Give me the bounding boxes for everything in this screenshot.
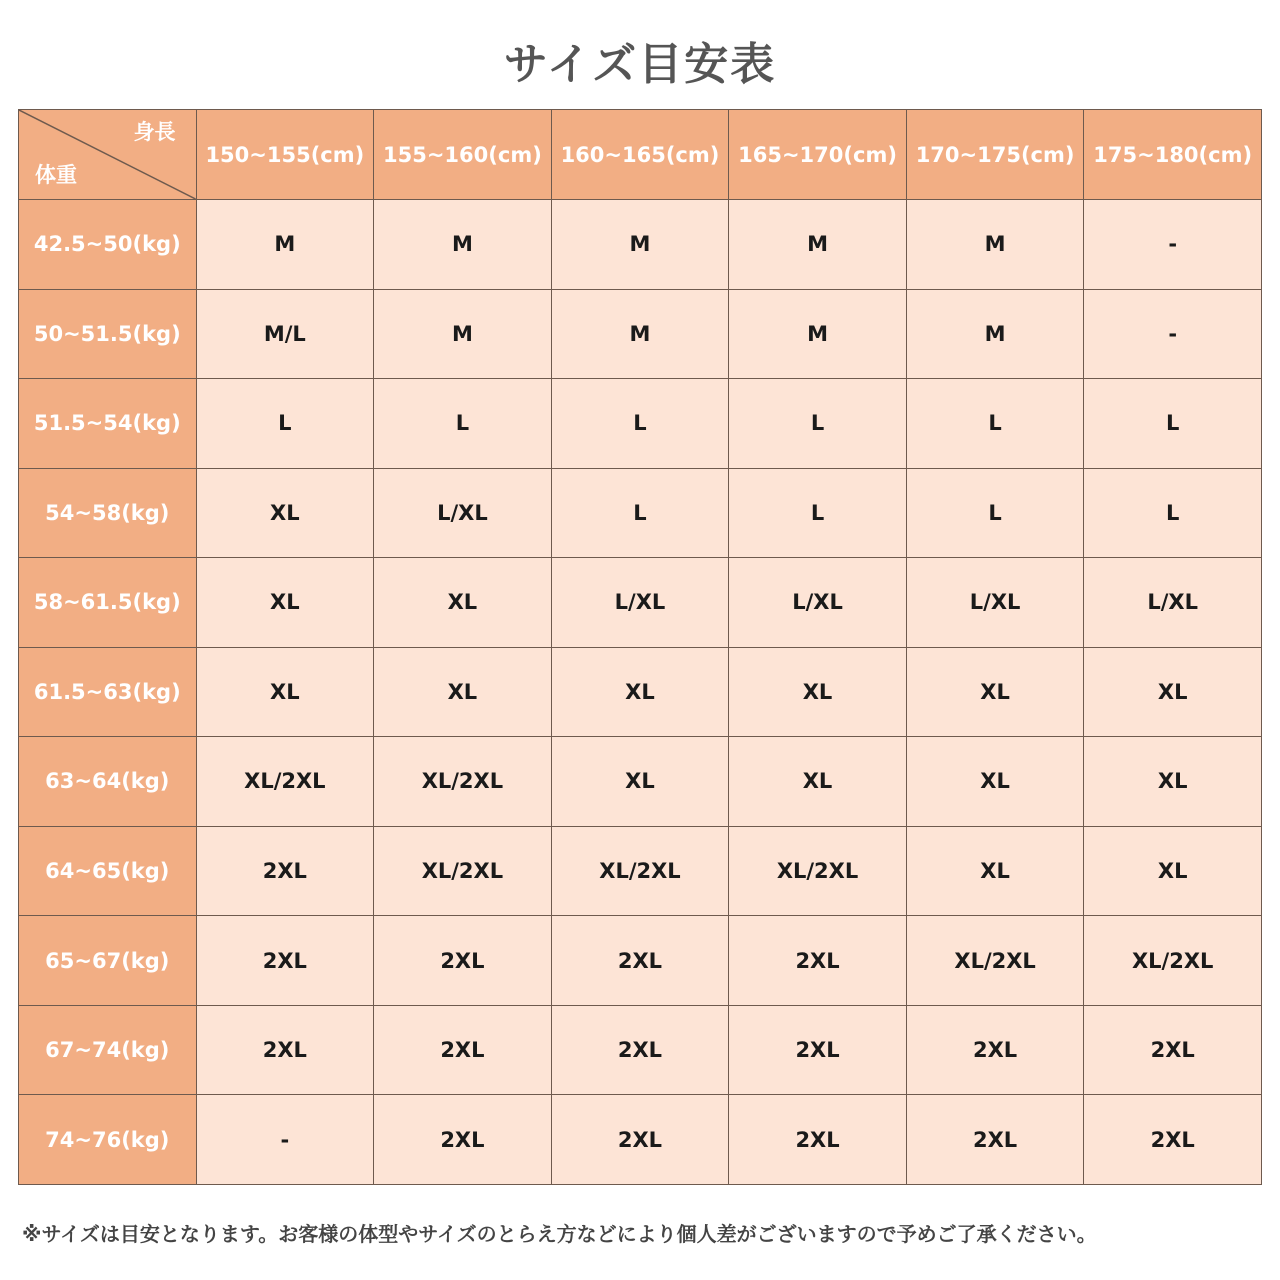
size-cell: XL [729, 647, 907, 737]
table-row [19, 558, 1262, 648]
size-cell: XL [196, 558, 374, 648]
size-cell: XL [374, 647, 552, 737]
corner-cell [19, 110, 197, 200]
size-cell: 2XL [906, 1095, 1084, 1185]
size-cell: XL/2XL [374, 737, 552, 827]
size-cell: - [196, 1095, 374, 1185]
size-cell: M [729, 289, 907, 379]
size-cell: L [906, 379, 1084, 469]
size-cell: 2XL [729, 916, 907, 1006]
size-cell: 2XL [1084, 1095, 1262, 1185]
header-row [19, 110, 1262, 200]
size-cell: XL [1084, 647, 1262, 737]
height-column-header: 160~165(cm) [551, 110, 729, 200]
size-cell: 2XL [196, 916, 374, 1006]
size-cell: 2XL [551, 1095, 729, 1185]
height-axis-label: 身長 [133, 120, 176, 144]
size-cell: L [196, 379, 374, 469]
size-cell: M [374, 289, 552, 379]
size-cell: M [906, 200, 1084, 290]
size-cell: 2XL [374, 1005, 552, 1095]
size-cell: XL [196, 647, 374, 737]
table-row [19, 647, 1262, 737]
size-cell: L/XL [1084, 558, 1262, 648]
size-cell: L [1084, 379, 1262, 469]
size-cell: M [729, 200, 907, 290]
weight-row-header: 63~64(kg) [19, 737, 197, 827]
size-cell: L [906, 468, 1084, 558]
size-cell: M [551, 200, 729, 290]
size-cell: M/L [196, 289, 374, 379]
weight-row-header: 65~67(kg) [19, 916, 197, 1006]
table-row [19, 379, 1262, 469]
height-column-header: 150~155(cm) [196, 110, 374, 200]
size-cell: - [1084, 200, 1262, 290]
size-cell: XL/2XL [374, 826, 552, 916]
size-cell: 2XL [196, 1005, 374, 1095]
height-column-header: 170~175(cm) [906, 110, 1084, 200]
size-cell: XL/2XL [906, 916, 1084, 1006]
disclaimer-note: ※サイズは目安となります。お客様の体型やサイズのとらえ方などにより個人差がございますので予めご了承ください。 [22, 1222, 1097, 1246]
size-cell: XL [906, 647, 1084, 737]
weight-row-header: 54~58(kg) [19, 468, 197, 558]
weight-row-header: 42.5~50(kg) [19, 200, 197, 290]
table-row [19, 737, 1262, 827]
size-cell: XL [551, 737, 729, 827]
size-cell: 2XL [906, 1005, 1084, 1095]
size-cell: L/XL [906, 558, 1084, 648]
weight-row-header: 61.5~63(kg) [19, 647, 197, 737]
table-row [19, 916, 1262, 1006]
size-cell: 2XL [1084, 1005, 1262, 1095]
weight-row-header: 74~76(kg) [19, 1095, 197, 1185]
size-cell: L/XL [551, 558, 729, 648]
table-row [19, 1005, 1262, 1095]
size-cell: XL [374, 558, 552, 648]
weight-row-header: 58~61.5(kg) [19, 558, 197, 648]
height-column-header: 155~160(cm) [374, 110, 552, 200]
size-cell: 2XL [729, 1095, 907, 1185]
size-cell: XL [196, 468, 374, 558]
size-cell: XL/2XL [1084, 916, 1262, 1006]
weight-axis-label: 体重 [35, 163, 77, 187]
size-cell: XL [1084, 826, 1262, 916]
size-chart-table [18, 109, 1262, 1185]
size-cell: XL/2XL [551, 826, 729, 916]
table-body [19, 200, 1262, 1185]
size-cell: M [551, 289, 729, 379]
size-cell: 2XL [551, 916, 729, 1006]
size-cell: XL [1084, 737, 1262, 827]
weight-row-header: 64~65(kg) [19, 826, 197, 916]
size-cell: L [729, 379, 907, 469]
table-row [19, 468, 1262, 558]
size-cell: L/XL [374, 468, 552, 558]
height-column-header: 175~180(cm) [1084, 110, 1262, 200]
size-cell: M [196, 200, 374, 290]
height-column-header: 165~170(cm) [729, 110, 907, 200]
size-cell: L [551, 468, 729, 558]
size-cell: XL/2XL [729, 826, 907, 916]
size-cell: L [1084, 468, 1262, 558]
size-cell: M [906, 289, 1084, 379]
weight-row-header: 51.5~54(kg) [19, 379, 197, 469]
weight-row-header: 67~74(kg) [19, 1005, 197, 1095]
size-cell: 2XL [374, 1095, 552, 1185]
size-cell: 2XL [551, 1005, 729, 1095]
table-row [19, 826, 1262, 916]
size-cell: M [374, 200, 552, 290]
size-cell: 2XL [374, 916, 552, 1006]
size-cell: L [374, 379, 552, 469]
page-title: サイズ目安表 [503, 39, 777, 90]
size-cell: L [551, 379, 729, 469]
table-row [19, 1095, 1262, 1185]
size-cell: 2XL [196, 826, 374, 916]
size-cell: 2XL [729, 1005, 907, 1095]
size-cell: XL [906, 826, 1084, 916]
table-row [19, 289, 1262, 379]
size-cell: XL [906, 737, 1084, 827]
weight-row-header: 50~51.5(kg) [19, 289, 197, 379]
size-cell: L/XL [729, 558, 907, 648]
size-cell: XL [729, 737, 907, 827]
table-row [19, 200, 1262, 290]
size-cell: L [729, 468, 907, 558]
size-cell: XL [551, 647, 729, 737]
size-cell: XL/2XL [196, 737, 374, 827]
size-cell: - [1084, 289, 1262, 379]
